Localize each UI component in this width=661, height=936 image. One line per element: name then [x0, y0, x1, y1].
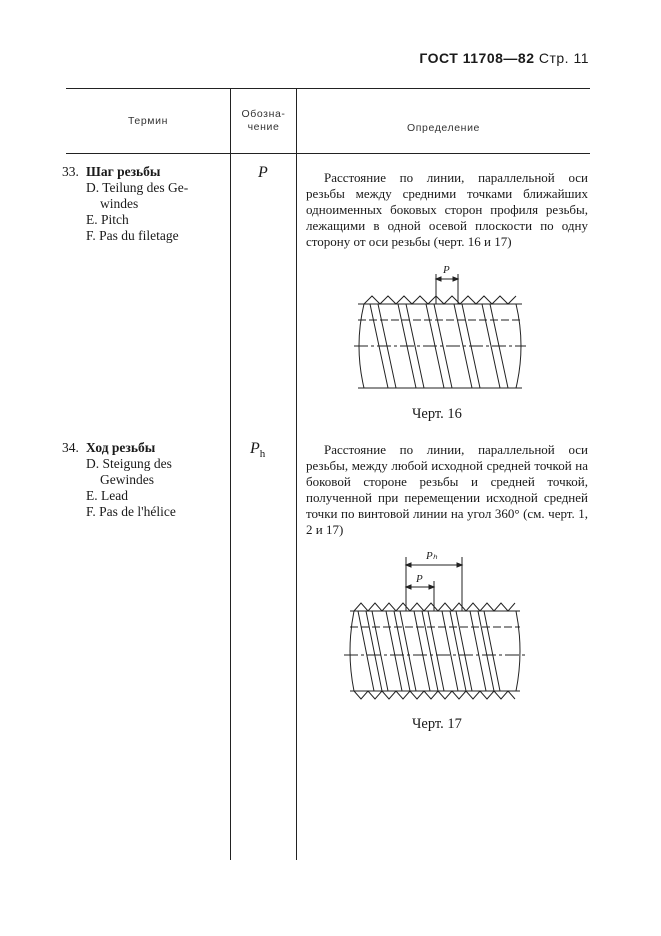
- figure-17-caption: Черт. 17: [412, 716, 462, 732]
- term-title: Ход резьбы: [86, 440, 156, 455]
- symbol-lead-main: P: [250, 440, 260, 457]
- translation-en: E. Lead: [86, 488, 128, 503]
- table-top-rule: [66, 88, 590, 89]
- definition-pitch: Расстояние по линии, параллельной оси резьбы между средними точками ближайших одноименных боковых сторон профиля резьбы, лежащими в одной осевой плоскости по одну сторону от оси резьбы (черт. 16 и 17): [306, 170, 588, 249]
- translation-en: E. Pitch: [86, 212, 129, 227]
- definition-lead: Расстояние по линии, параллельной оси резьбы, между любой исходной средней точкой на боковой стороне резьбы и средней точкой, полученной при перемещении исходной средней точки по винтовой линии на угол 360° (см. черт. 1, 2 и 17): [306, 442, 588, 537]
- symbol-lead: [250, 440, 265, 460]
- thread-lead-drawing: [340, 545, 530, 710]
- page-number: Стр. 11: [538, 50, 589, 66]
- column-divider-1: [230, 88, 231, 860]
- page-header: [419, 50, 589, 66]
- translation-de-cont: Gewindes: [100, 472, 154, 487]
- column-heading-symbol-line1: Обозна-: [241, 108, 286, 120]
- standard-number: ГОСТ 11708—82: [419, 50, 535, 66]
- symbol-pitch: P: [258, 164, 268, 181]
- term-entry-33: [62, 164, 230, 244]
- translation-fr: F. Pas du filetage: [86, 228, 179, 243]
- symbol-lead-sub: h: [259, 448, 266, 461]
- term-number: 33.: [62, 164, 79, 179]
- term-number: 34.: [62, 440, 79, 455]
- column-divider-2: [296, 88, 297, 860]
- lead-label: Pₕ: [426, 550, 438, 562]
- pitch-label: P: [416, 573, 423, 585]
- translation-de: D. Teilung des Ge-: [86, 180, 189, 195]
- column-heading-terms: Термин: [128, 115, 168, 127]
- term-title: Шаг резьбы: [86, 164, 161, 179]
- translation-de: D. Steigung des: [86, 456, 172, 471]
- term-entry-34: [62, 440, 230, 520]
- column-heading-symbol: [231, 108, 296, 134]
- table-header-rule: [66, 153, 590, 154]
- figure-16-caption: Черт. 16: [412, 406, 462, 422]
- translation-de-cont: windes: [100, 196, 139, 211]
- translation-fr: F. Pas de l'hélice: [86, 504, 176, 519]
- pitch-label: P: [443, 264, 450, 276]
- column-heading-symbol-line2: чение: [247, 121, 280, 133]
- thread-pitch-drawing: [350, 262, 530, 402]
- column-heading-definition: Определение: [407, 122, 480, 134]
